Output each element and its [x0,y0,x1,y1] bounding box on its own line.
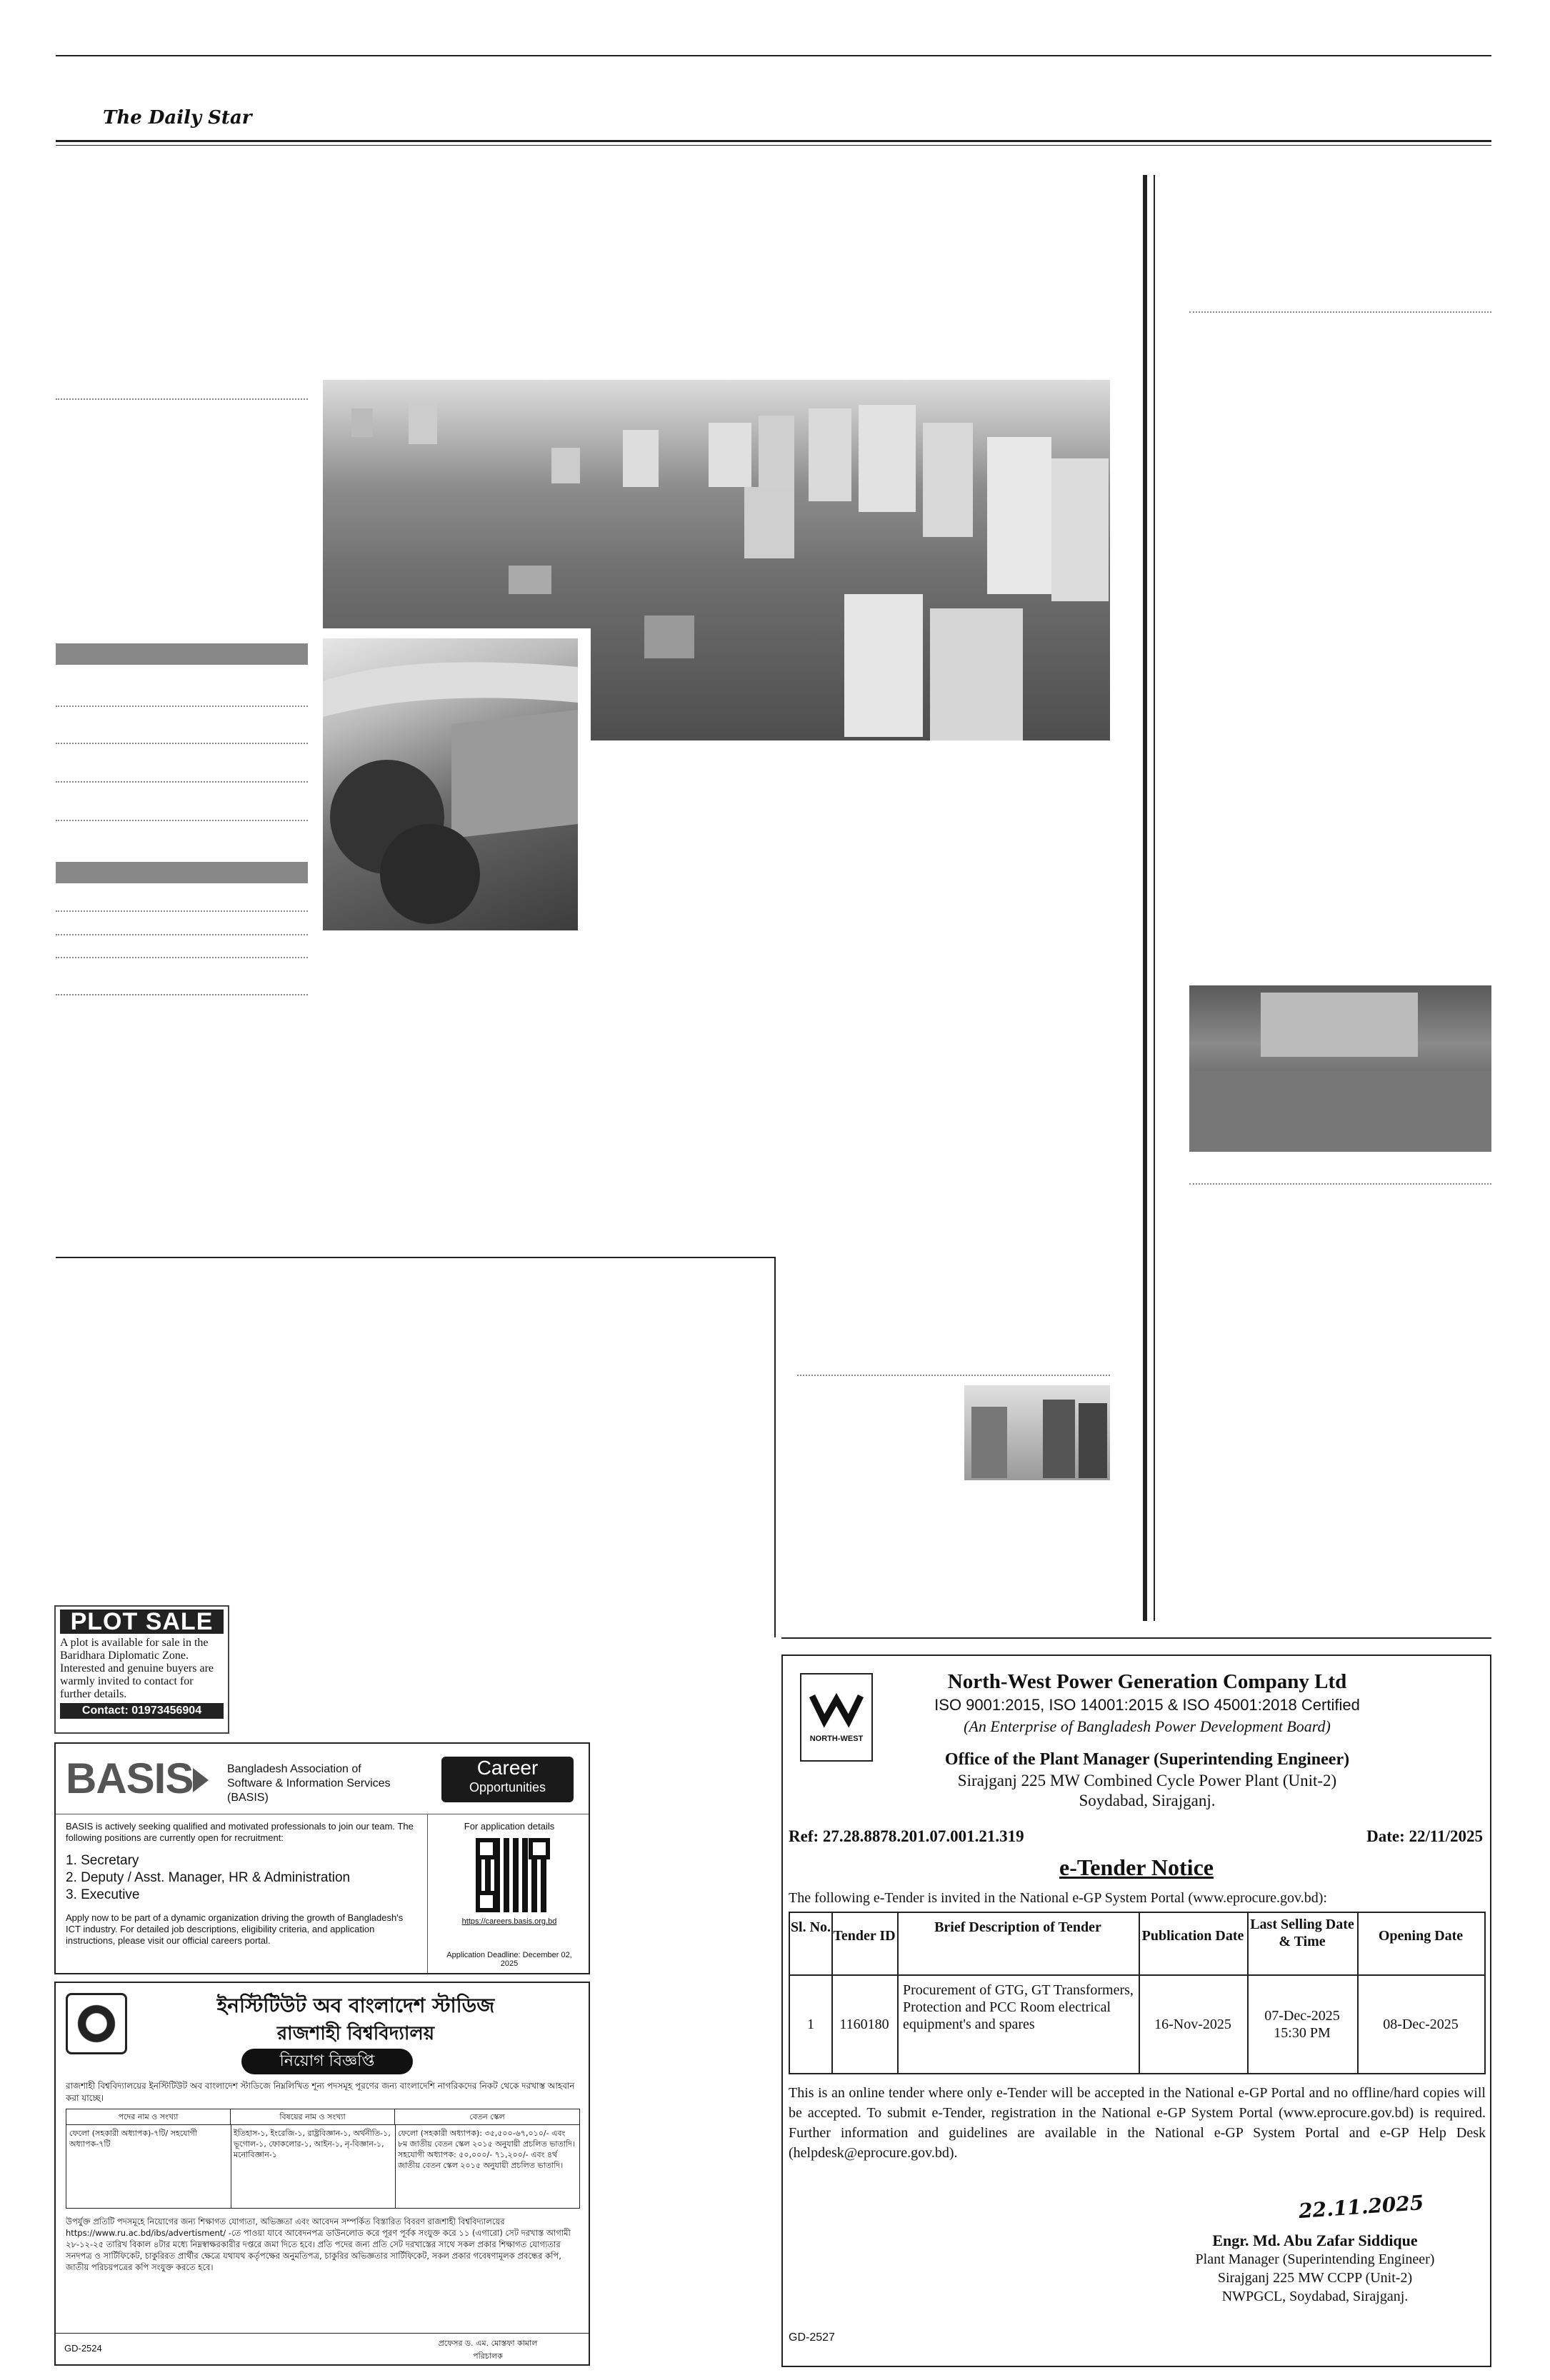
signer-plant: Sirajganj 225 MW CCPP (Unit-2) [1217,2270,1413,2286]
ibs-title: ইনস্টিটিউট অব বাংলাদেশ স্টাডিজ [216,1994,495,2017]
header-last-selling: Last Selling Date & Time [1250,1917,1354,1949]
divider [56,398,308,400]
cell-description: Procurement of GTG, GT Transformers, Protection and PCC Room electrical equipment's and spares [903,1982,1134,2032]
cell-publication-date: 16-Nov-2025 [1154,2017,1231,2032]
e-tender-heading: e-Tender Notice [1059,1854,1214,1880]
ibs-ad [54,1982,590,2366]
column-rule [1143,175,1147,1621]
details-label: For application details [464,1821,555,1832]
notice-date: Date: 22/11/2025 [1366,1827,1483,1845]
career-badge [441,1757,574,1802]
ibs-cell-scale: ফেলো (সহকারী অধ্যাপক): ৩৫,৫০০-৬৭,০১০/- এবং ৮ম জাতীয় বেতন স্কেল ২০১৫ অনুযায়ী প্রচলিত ভাতাদি। সহযোগী অধ্যাপক: ৫০,০০০/- ৭১,২০০/- এবং ৪র্থ জাতীয় বেতন স্কেল ২০১৫ অনুযায়ী প্রচলিত ভাতাদি। [398,2129,575,2170]
divider [56,706,308,707]
divider [56,994,308,995]
column-rule-thin [1154,175,1155,1621]
inset-photo-frame [323,628,591,930]
cell-last-selling: 07-Dec-2025 15:30 PM [1264,2008,1340,2041]
ibs-header-subject: বিষয়ের নাম ও সংখ্যা [231,2109,395,2125]
ibs-body: উপর্যুক্ত প্রতিটি পদসমূহে নিয়োগের জন্য শিক্ষাগত যোগ্যতা, অভিজ্ঞতা এবং আবেদন সম্পর্কিত বিস্তারিত বিবরণ রাজশাহী বিশ্ববিদ্যালয়ের https://www.ru.ac.bd/ibs/advertisment/ -তে পাওয়া যাবে আবেদনপত্র ডাউনলোড করে পূরণ পূর্বক সংযুক্ত করে ১১ (এগারো) সেট দরখাস্ত আগামী ২৮-১২-২৫ তারিখ বিকাল ৪টার মধ্যে নিম্নস্বাক্ষরকারীর দপ্তরে জমা দিতে হবে। প্রতি পদের জন্য প্রতি সেট দরখাস্তের সাথে সকল প্রকার শিক্ষাগত যোগ্যতার সনদপত্র ও সার্টিফিকেট, চাকুরিরত প্রার্থীর ক্ষেত্রে যথাযথ কর্তৃপক্ষের অনুমতিপত্র, চাকুরির অভিজ্ঞতার সার্টিফিকেট, সকল প্রকার গবেষণামূলক প্রবন্ধের কপি, জাতীয় পরিচয়পত্রের কপি সংযুক্ত করতে হবে। [66,2216,571,2272]
section-bar [56,643,308,665]
divider [797,1375,1110,1376]
careers-url-link[interactable]: https://careers.basis.org.bd [461,1917,557,1926]
plot-sale-ad [54,1605,229,1734]
cell-sl-no: 1 [807,2017,814,2032]
masthead-logo: The Daily Star [103,107,252,129]
divider [56,820,308,821]
signer-company: NWPGCL, Soydabad, Sirajganj. [1221,2289,1409,2304]
enterprise-line: (An Enterprise of Bangladesh Power Development Board) [964,1717,1331,1735]
plant-location: Soydabad, Sirajganj. [1079,1792,1216,1809]
divider [56,910,308,912]
event-group-photo [1189,985,1491,1152]
signer-name: Engr. Md. Abu Zafar Siddique [1212,2231,1418,2249]
divider [56,781,308,783]
position-item: 2. Deputy / Asst. Manager, HR & Administration [66,1870,351,1885]
ibs-ad-code: GD-2524 [64,2343,102,2354]
header-publication-date: Publication Date [1141,1928,1244,1944]
section-bar [56,862,308,883]
wave-logo-icon [801,1682,871,1732]
application-deadline: Application Deadline: December 02, 2025 [446,1951,572,1968]
plot-sale-body: A plot is available for sale in the Baridhara Diplomatic Zone. Interested and genuine buyers are warmly invited to contact for further details. [60,1637,214,1700]
nwpgcl-logo [800,1673,873,1762]
tender-ad-code: GD-2527 [789,2331,835,2344]
tender-invite-text: The following e-Tender is invited in the National e-GP System Portal (www.eprocure.gov.bd): [789,1890,1327,1906]
divider [1189,311,1491,313]
section-rule-vert [774,1257,776,1637]
ibs-intro: রাজশাহী বিশ্ববিদ্যালয়ের ইনস্টিটিউট অব বাংলাদেশ স্টাডিজে নিম্নলিখিত শূন্য পদসমূহ পূরণের জন্য বাংলাদেশি নাগরিকদের নিকট থেকে দরখাস্ত আহবান করা যাচ্ছে। [66,2081,575,2103]
header-tender-id: Tender ID [833,1928,896,1944]
career-label: Career [476,1757,539,1779]
position-item: 1. Secretary [66,1853,139,1868]
reference-number: Ref: 27.28.8878.201.07.001.21.319 [789,1827,1024,1845]
divider [56,743,308,744]
basis-divider-vert [427,1814,428,1973]
plot-sale-contact: Contact: 01973456904 [60,1703,224,1719]
section-rule [781,1637,1491,1639]
header-sl-no: Sl. No. [790,1919,831,1935]
ibs-divider [56,2333,589,2334]
ibs-cell-post: ফেলো (সহকারী অধ্যাপক)-৭টি/ সহযোগী অধ্যাপক-৭টি [69,2129,198,2149]
ibs-cell-subject: ইতিহাস-১, ইংরেজি-১, রাষ্ট্রবিজ্ঞান-১, অর্থনীতি-১, ভূগোল-১, ফোকলোর-১, আইন-১, নৃ-বিজ্ঞান-১, মনোবিজ্ঞান-১ [234,2129,391,2159]
iso-certification: ISO 9001:2015, ISO 14001:2015 & ISO 45001:2018 Certified [934,1696,1360,1714]
ibs-header-post: পদের নাম ও সংখ্যা [66,2109,231,2125]
masthead-rule-thin [56,145,1491,146]
recruitment-notice-badge: নিয়োগ বিজ্ঞপ্তি [241,2049,413,2074]
basis-logo: BASIS [66,1754,194,1802]
logo-text: NORTH-WEST [809,1734,864,1743]
header-opening-date: Opening Date [1378,1928,1464,1944]
tender-note: This is an online tender where only e-Tender will be accepted in the National e-GP Portal and no offline/hard copies will be accepted. To submit e-Tender, registration in the National e-GP System Portal (www.eprocure.gov.bd) is required. Further information and guidelines are available in the National e-GP System Portal and e-GP Help Desk (helpdesk@eprocure.gov.bd). [789,2085,1486,2161]
basis-intro: BASIS is actively seeking qualified and motivated professionals to join our team. The following positions are currently open for recruitment: [66,1821,414,1843]
tender-notice [781,1655,1491,2367]
plant-name: Sirajganj 225 MW Combined Cycle Power Plant (Unit-2) [957,1772,1337,1789]
position-item: 3. Executive [66,1887,140,1902]
divider [56,957,308,958]
plot-sale-title: PLOT SALE [60,1610,224,1634]
cell-opening-date: 08-Dec-2025 [1383,2017,1459,2032]
basis-apply-text: Apply now to be part of a dynamic organization driving the growth of Bangladesh's ICT industry. For detailed job descriptions, eligibility criteria, and application instructions, please visit our official careers portal. [66,1912,404,1946]
basis-org: Bangladesh Association of Software & Information Services (BASIS) [227,1763,391,1804]
tender-table [789,1912,1486,2074]
qr-code-icon[interactable] [476,1838,550,1912]
handwritten-signature: 22.11.2025 [1298,2190,1425,2224]
university-name: রাজশাহী বিশ্ববিদ্যালয় [276,2023,435,2044]
section-rule [56,1257,774,1258]
sports-photo [964,1385,1110,1480]
opportunities-label: Opportunities [469,1780,546,1794]
divider [56,934,308,935]
company-name: North-West Power Generation Company Ltd [947,1670,1347,1693]
office-title: Office of the Plant Manager (Superintending Engineer) [944,1750,1350,1769]
cell-tender-id: 1160180 [839,2017,889,2032]
top-rule [56,55,1491,56]
ibs-signer-title: পরিচালক [473,2351,503,2361]
signer-title: Plant Manager (Superintending Engineer) [1195,2251,1435,2267]
ibs-table [66,2109,580,2209]
masthead-rule [56,140,1491,142]
basis-logo-arrow-icon [193,1768,209,1792]
header-description: Brief Description of Tender [934,1919,1101,1935]
ibs-signer: প্রফেসর ড. এম. মোস্তফা কামাল [438,2339,538,2348]
market-photo [323,638,578,930]
ibs-header-scale: বেতন স্কেল [395,2109,579,2125]
basis-ad [54,1742,590,1974]
basis-positions [66,1852,416,1904]
divider [1189,1183,1491,1185]
university-seal-icon [66,1993,127,2054]
